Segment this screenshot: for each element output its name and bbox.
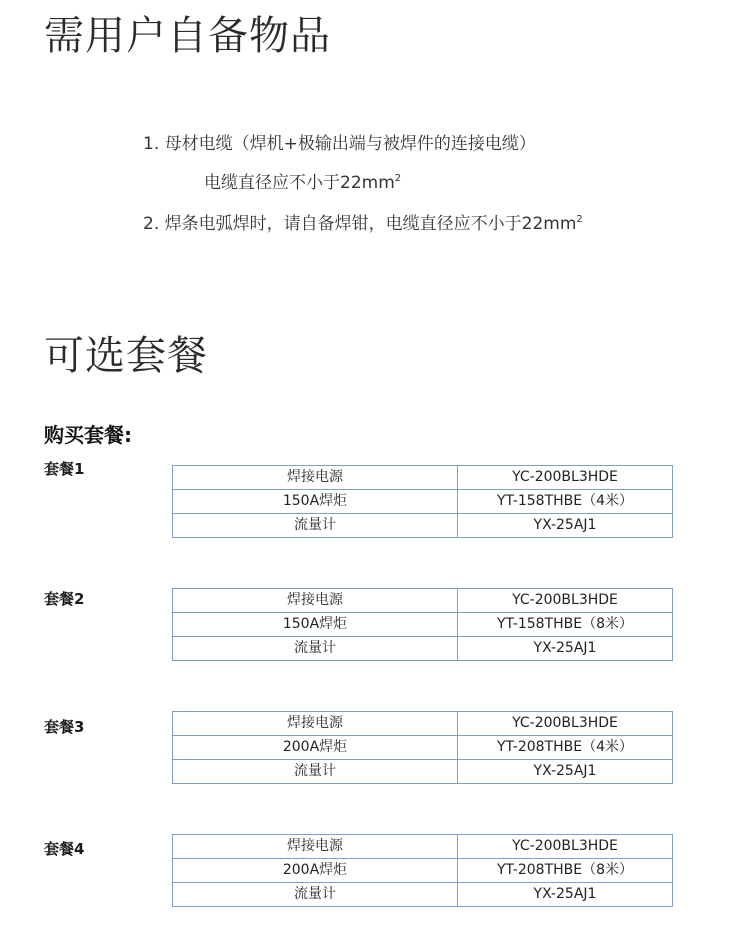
- table-cell: 150A焊炬: [173, 490, 458, 514]
- table-row: [173, 835, 673, 859]
- package-2-label: 套餐2: [44, 590, 85, 608]
- table-cell: YC-200BL3HDE: [458, 466, 673, 490]
- table-cell: YT-158THBE（4米）: [458, 490, 673, 514]
- table-cell: YT-208THBE（4米）: [458, 736, 673, 760]
- table-row: [173, 736, 673, 760]
- table-cell: 焊接电源: [173, 835, 458, 859]
- buy-packages-heading: 购买套餐:: [44, 423, 132, 447]
- table-cell: 焊接电源: [173, 712, 458, 736]
- requirement-item-1-detail: [204, 172, 401, 194]
- table-row: [173, 712, 673, 736]
- requirement-item-2-text: 2. 焊条电弧焊时，请自备焊钳，电缆直径应不小于22mm: [143, 214, 577, 234]
- section-title-optional-packages: 可选套餐: [44, 333, 208, 379]
- table-cell: YT-208THBE（8米）: [458, 859, 673, 883]
- table-cell: YC-200BL3HDE: [458, 712, 673, 736]
- package-4-label: 套餐4: [44, 840, 85, 858]
- requirement-item-2: [143, 213, 583, 235]
- table-cell: 流量计: [173, 514, 458, 538]
- table-cell: YT-158THBE（8米）: [458, 613, 673, 637]
- table-row: [173, 466, 673, 490]
- table-cell: YX-25AJ1: [458, 883, 673, 907]
- table-row: [173, 760, 673, 784]
- table-cell: 焊接电源: [173, 589, 458, 613]
- table-row: [173, 490, 673, 514]
- table-cell: YX-25AJ1: [458, 760, 673, 784]
- package-1-label: 套餐1: [44, 460, 85, 478]
- section-title-required-items: 需用户自备物品: [44, 13, 331, 59]
- superscript-2: 2: [394, 173, 402, 184]
- package-2-table: [172, 588, 673, 661]
- table-row: [173, 637, 673, 661]
- table-cell: YX-25AJ1: [458, 637, 673, 661]
- table-row: [173, 514, 673, 538]
- table-row: [173, 859, 673, 883]
- package-4-table: [172, 834, 673, 907]
- table-cell: YC-200BL3HDE: [458, 589, 673, 613]
- requirement-item-1-detail-text: 电缆直径应不小于22mm: [204, 173, 395, 193]
- table-cell: 200A焊炬: [173, 736, 458, 760]
- superscript-2: 2: [576, 214, 583, 225]
- table-cell: 流量计: [173, 760, 458, 784]
- table-cell: 焊接电源: [173, 466, 458, 490]
- table-cell: 150A焊炬: [173, 613, 458, 637]
- requirement-item-1: 1. 母材电缆（焊机+极输出端与被焊件的连接电缆）: [143, 134, 536, 154]
- table-cell: 流量计: [173, 883, 458, 907]
- package-3-label: 套餐3: [44, 718, 85, 736]
- table-row: [173, 883, 673, 907]
- table-cell: 流量计: [173, 637, 458, 661]
- package-1-table: [172, 465, 673, 538]
- table-cell: 200A焊炬: [173, 859, 458, 883]
- table-cell: YX-25AJ1: [458, 514, 673, 538]
- table-row: [173, 589, 673, 613]
- table-cell: YC-200BL3HDE: [458, 835, 673, 859]
- table-row: [173, 613, 673, 637]
- package-3-table: [172, 711, 673, 784]
